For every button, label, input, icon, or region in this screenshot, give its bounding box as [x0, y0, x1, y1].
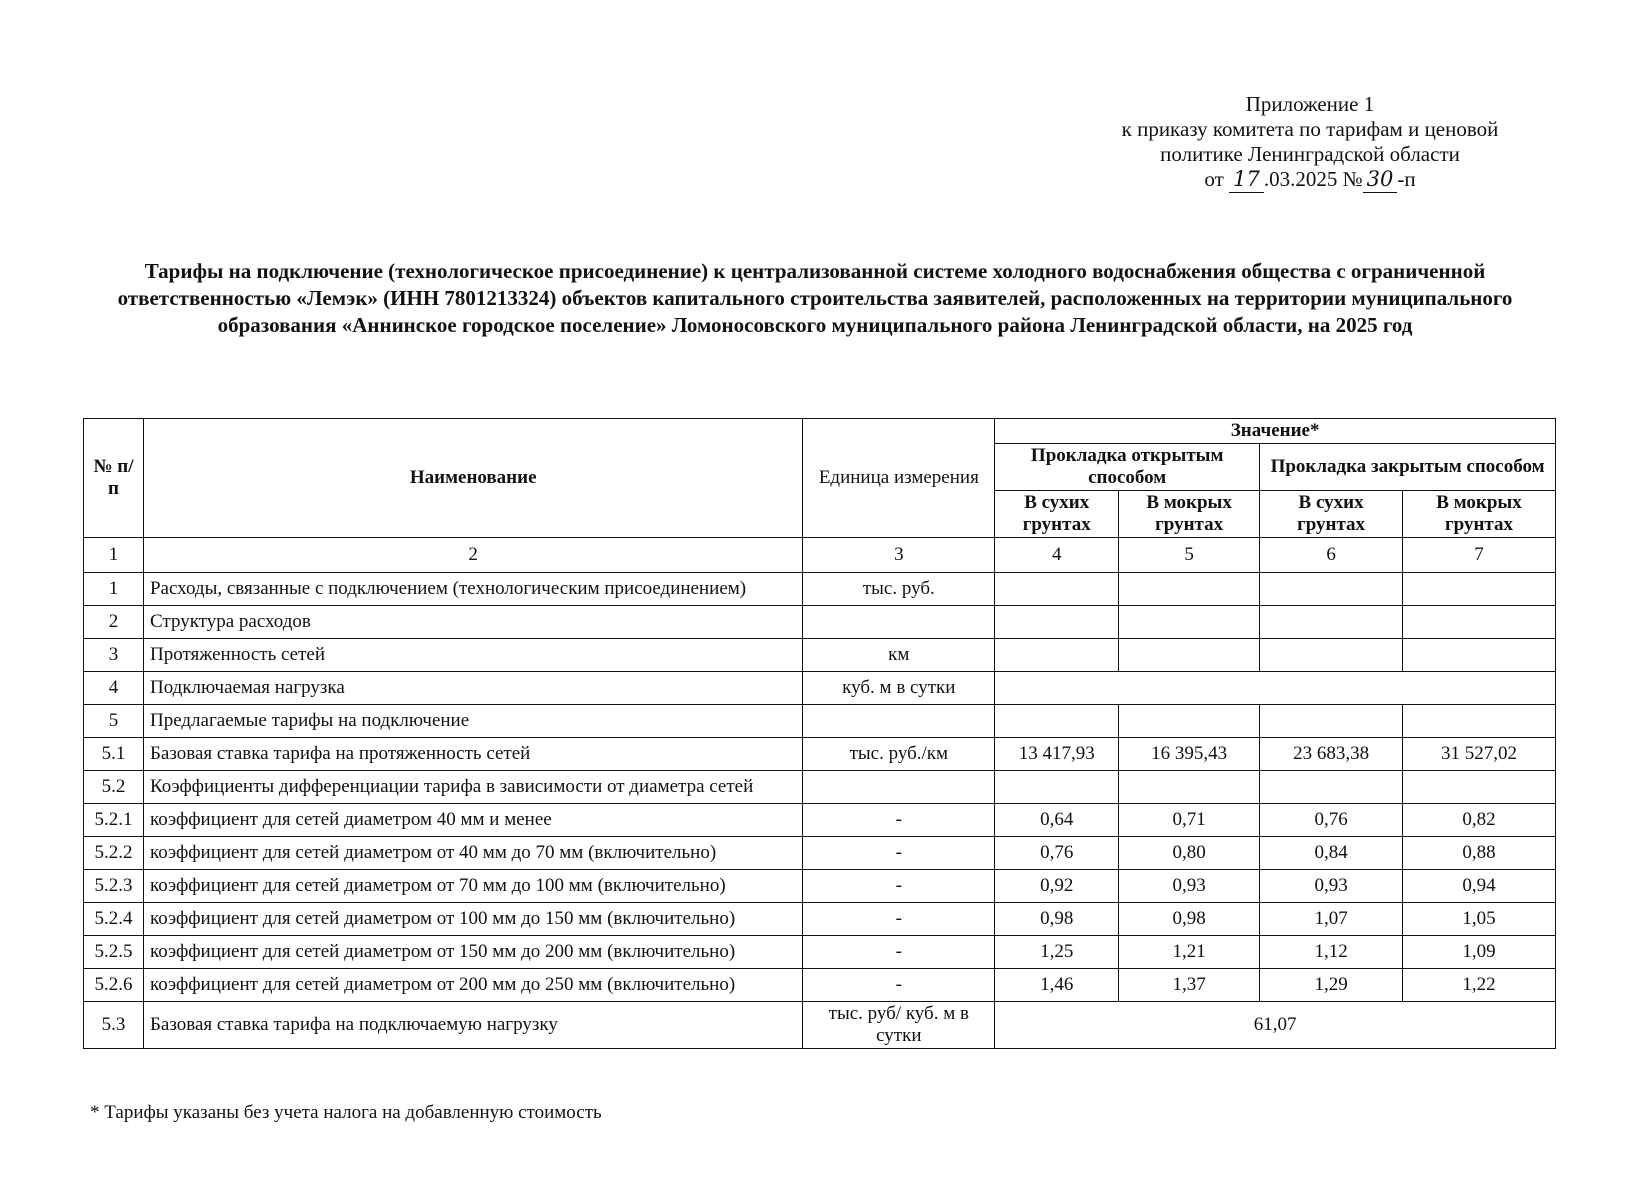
col-number: 3	[803, 538, 995, 573]
order-number-suffix: -п	[1397, 167, 1416, 191]
table-row	[84, 738, 1556, 771]
row-name: Подключаемая нагрузка	[143, 672, 802, 705]
col-number: 2	[143, 538, 802, 573]
order-number-handwritten: 30	[1363, 167, 1398, 193]
table-row	[84, 606, 1556, 639]
table-row	[84, 969, 1556, 1002]
value-open-wet	[1119, 639, 1260, 672]
value-open-wet	[1119, 573, 1260, 606]
value-open-wet	[1119, 705, 1260, 738]
row-number: 5.3	[84, 1002, 144, 1049]
value-open-wet: 1,37	[1119, 969, 1260, 1002]
row-name: Протяженность сетей	[143, 639, 802, 672]
header-open-wet: В мокрых грунтах	[1119, 491, 1260, 538]
row-unit: куб. м в сутки	[803, 672, 995, 705]
col-number: 1	[84, 538, 144, 573]
value-closed-wet	[1403, 606, 1556, 639]
value-closed-dry: 0,93	[1260, 870, 1403, 903]
header-unit: Единица измерения	[803, 419, 995, 538]
value-closed-wet	[1403, 639, 1556, 672]
row-unit: тыс. руб.	[803, 573, 995, 606]
value-closed-dry: 1,07	[1260, 903, 1403, 936]
appendix-line-1: Приложение 1	[1245, 92, 1375, 116]
header-closed-dry: В сухих грунтах	[1260, 491, 1403, 538]
row-name: коэффициент для сетей диаметром от 100 мм до 150 мм (включительно)	[143, 903, 802, 936]
value-open-dry: 1,25	[995, 936, 1119, 969]
row-unit: -	[803, 936, 995, 969]
header-open-dry: В сухих грунтах	[995, 491, 1119, 538]
row-merged-value	[995, 672, 1556, 705]
footnote: * Тарифы указаны без учета налога на добавленную стоимость	[90, 1102, 602, 1123]
tariff-table	[83, 418, 1556, 1049]
value-open-wet: 0,80	[1119, 837, 1260, 870]
row-name: Базовая ставка тарифа на протяженность сетей	[143, 738, 802, 771]
value-open-dry: 0,64	[995, 804, 1119, 837]
col-number: 6	[1260, 538, 1403, 573]
row-unit: -	[803, 903, 995, 936]
row-unit: тыс. руб./км	[803, 738, 995, 771]
row-name: Предлагаемые тарифы на подключение	[143, 705, 802, 738]
table-row	[84, 639, 1556, 672]
header-closed-wet: В мокрых грунтах	[1403, 491, 1556, 538]
row-name: коэффициент для сетей диаметром 40 мм и менее	[143, 804, 802, 837]
header-name: Наименование	[143, 419, 802, 538]
row-name: коэффициент для сетей диаметром от 70 мм до 100 мм (включительно)	[143, 870, 802, 903]
value-closed-wet: 1,09	[1403, 936, 1556, 969]
value-closed-wet: 0,94	[1403, 870, 1556, 903]
value-open-dry: 0,92	[995, 870, 1119, 903]
row-number: 1	[84, 573, 144, 606]
header-value: Значение*	[995, 419, 1556, 444]
value-closed-wet	[1403, 771, 1556, 804]
value-open-wet: 0,93	[1119, 870, 1260, 903]
row-name: коэффициент для сетей диаметром от 40 мм до 70 мм (включительно)	[143, 837, 802, 870]
value-closed-dry: 0,76	[1260, 804, 1403, 837]
value-closed-dry	[1260, 639, 1403, 672]
row-merged-value: 61,07	[995, 1002, 1556, 1049]
row-number: 5.2.6	[84, 969, 144, 1002]
table-row	[84, 936, 1556, 969]
table-row	[84, 804, 1556, 837]
column-number-row	[84, 538, 1556, 573]
value-open-wet: 0,71	[1119, 804, 1260, 837]
appendix-line-3: политике Ленинградской области	[1160, 142, 1460, 166]
row-unit: тыс. руб/ куб. м в сутки	[803, 1002, 995, 1049]
table-row	[84, 705, 1556, 738]
row-name: коэффициент для сетей диаметром от 200 мм до 250 мм (включительно)	[143, 969, 802, 1002]
value-closed-wet	[1403, 705, 1556, 738]
order-date-prefix: от	[1204, 167, 1224, 191]
table-row	[84, 870, 1556, 903]
value-closed-dry	[1260, 771, 1403, 804]
value-closed-wet: 0,82	[1403, 804, 1556, 837]
row-number: 5.1	[84, 738, 144, 771]
value-closed-dry: 1,12	[1260, 936, 1403, 969]
row-number: 2	[84, 606, 144, 639]
table-row	[84, 771, 1556, 804]
document-title: Тарифы на подключение (технологическое присоединение) к централизованной системе холодного водоснабжения общества с ограниченной ответственностью «Лемэк» (ИНН 7801213324) объектов капитального строительства заявителей, расположенных на территории муниципального образования «Аннинское городское поселение» Ломоносовского муниципального района Ленинградской области, на 2025 год	[117, 259, 1513, 337]
order-day-handwritten: 17	[1229, 167, 1264, 193]
col-number: 7	[1403, 538, 1556, 573]
row-number: 5.2.4	[84, 903, 144, 936]
table-row	[84, 903, 1556, 936]
value-closed-wet: 31 527,02	[1403, 738, 1556, 771]
value-open-dry	[995, 705, 1119, 738]
row-number: 3	[84, 639, 144, 672]
value-open-dry: 1,46	[995, 969, 1119, 1002]
row-number: 5.2	[84, 771, 144, 804]
value-closed-dry	[1260, 606, 1403, 639]
value-closed-dry	[1260, 705, 1403, 738]
value-open-wet: 0,98	[1119, 903, 1260, 936]
table-row	[84, 573, 1556, 606]
row-unit	[803, 705, 995, 738]
row-name: Структура расходов	[143, 606, 802, 639]
row-number: 5.2.5	[84, 936, 144, 969]
appendix-block	[1060, 92, 1560, 193]
value-open-dry	[995, 639, 1119, 672]
row-unit: -	[803, 969, 995, 1002]
value-open-dry: 0,98	[995, 903, 1119, 936]
table-row	[84, 1002, 1556, 1049]
row-unit: -	[803, 837, 995, 870]
row-name: Базовая ставка тарифа на подключаемую нагрузку	[143, 1002, 802, 1049]
row-unit	[803, 771, 995, 804]
row-number: 5.2.1	[84, 804, 144, 837]
appendix-order-date	[1060, 167, 1560, 193]
row-name: Коэффициенты дифференциации тарифа в зависимости от диаметра сетей	[143, 771, 802, 804]
appendix-line-2: к приказу комитета по тарифам и ценовой	[1121, 117, 1499, 141]
value-closed-wet: 1,05	[1403, 903, 1556, 936]
row-unit: -	[803, 870, 995, 903]
col-number: 4	[995, 538, 1119, 573]
header-open-laying: Прокладка открытым способом	[995, 444, 1260, 491]
row-name: Расходы, связанные с подключением (технологическим присоединением)	[143, 573, 802, 606]
value-open-wet	[1119, 606, 1260, 639]
value-open-wet: 16 395,43	[1119, 738, 1260, 771]
value-open-wet	[1119, 771, 1260, 804]
order-date-rest: .03.2025 №	[1263, 167, 1363, 191]
header-closed-laying: Прокладка закрытым способом	[1260, 444, 1556, 491]
value-closed-wet	[1403, 573, 1556, 606]
row-number: 4	[84, 672, 144, 705]
value-closed-dry: 23 683,38	[1260, 738, 1403, 771]
value-open-dry	[995, 606, 1119, 639]
value-closed-wet: 1,22	[1403, 969, 1556, 1002]
value-closed-dry	[1260, 573, 1403, 606]
header-num: № п/п	[84, 419, 144, 538]
row-number: 5.2.2	[84, 837, 144, 870]
table-row	[84, 837, 1556, 870]
value-open-dry: 13 417,93	[995, 738, 1119, 771]
value-open-wet: 1,21	[1119, 936, 1260, 969]
value-closed-dry: 0,84	[1260, 837, 1403, 870]
value-closed-dry: 1,29	[1260, 969, 1403, 1002]
table-body	[84, 573, 1556, 1049]
value-open-dry	[995, 573, 1119, 606]
table-row	[84, 672, 1556, 705]
row-number: 5	[84, 705, 144, 738]
row-unit: км	[803, 639, 995, 672]
value-open-dry	[995, 771, 1119, 804]
row-name: коэффициент для сетей диаметром от 150 мм до 200 мм (включительно)	[143, 936, 802, 969]
col-number: 5	[1119, 538, 1260, 573]
row-number: 5.2.3	[84, 870, 144, 903]
value-open-dry: 0,76	[995, 837, 1119, 870]
row-unit: -	[803, 804, 995, 837]
value-closed-wet: 0,88	[1403, 837, 1556, 870]
row-unit	[803, 606, 995, 639]
